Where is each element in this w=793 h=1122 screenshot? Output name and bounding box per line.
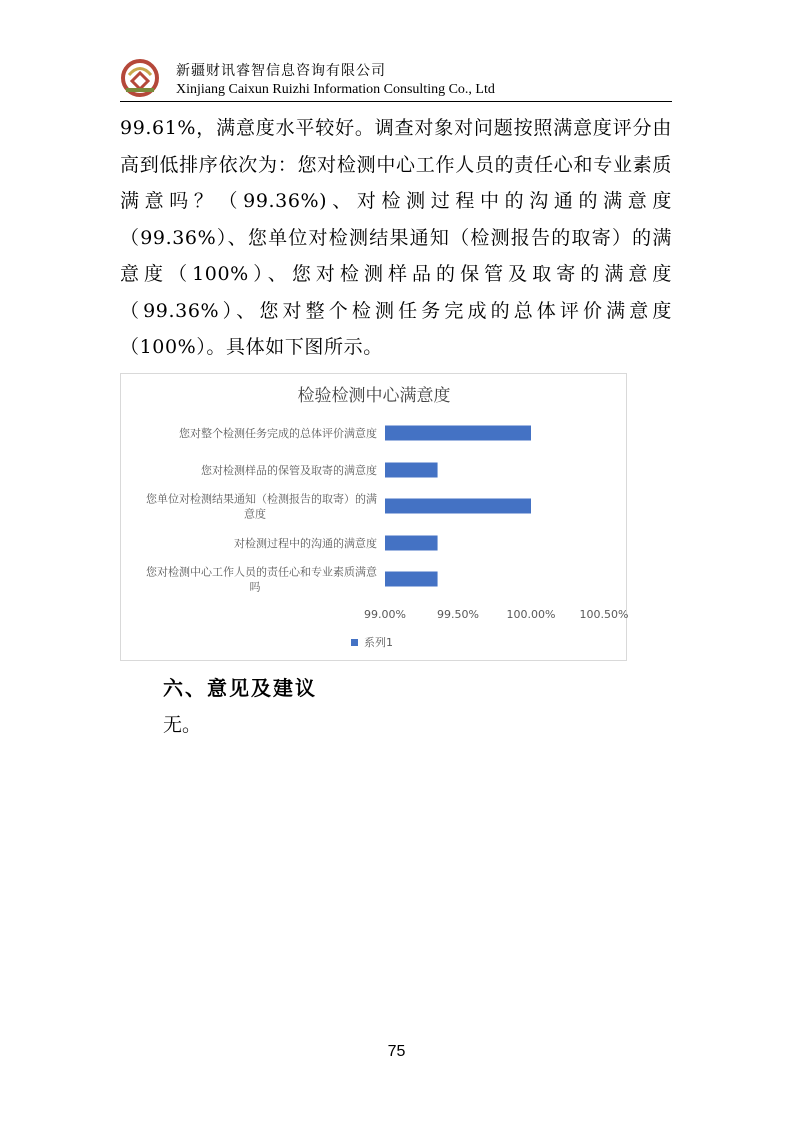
category-label: 您对检测中心工作人员的责任心和专业素质满意 [146,565,377,579]
category-label: 意度 [244,507,266,521]
legend-label: 系列1 [364,636,393,649]
page-number: 75 [387,1043,406,1060]
header-divider [120,101,672,102]
page-header [120,56,672,104]
section-heading: 六、意见及建议 [163,676,317,700]
company-logo-icon [120,58,160,98]
bar [385,536,438,551]
x-tick-label: 99.00% [364,608,406,621]
chart-canvas [121,374,628,662]
x-tick-label: 100.50% [579,608,628,621]
bar [385,572,438,587]
satisfaction-chart [120,373,627,661]
bar [385,426,531,441]
category-label: 吗 [249,580,261,594]
company-name-cn: 新疆财讯睿智信息咨询有限公司 [176,63,386,79]
x-tick-label: 99.50% [437,608,479,621]
category-label: 您对检测样品的保管及取寄的满意度 [201,464,377,477]
chart-title: 检验检测中心满意度 [297,386,451,406]
company-name-en: Xinjiang Caixun Ruizhi Information Consulting Co., Ltd [176,82,495,97]
category-label: 您单位对检测结果通知（检测报告的取寄）的满 [146,492,377,506]
category-label: 对检测过程中的沟通的满意度 [234,537,377,550]
x-tick-label: 100.00% [506,608,556,621]
section-body-text: 无。 [163,714,202,736]
bar [385,463,438,478]
body-paragraph: 99.61%，满意度水平较好。调查对象对问题按照满意度评分由高到低排序依次为：您对检测中心工作人员的责任心和专业素质满意吗？（99.36%)、对检测过程中的沟通的满意度（99.36%）、您单位对检测结果通知（检测报告的取寄）的满意度（100%）、您对检测样品的保管及取寄的满意度（99.36%）、您对整个检测任务完成的总体评价满意度（100%）。具体如下图所示。 [120,117,672,358]
legend-swatch [351,639,358,646]
bar [385,499,531,514]
category-label: 您对整个检测任务完成的总体评价满意度 [179,427,377,440]
